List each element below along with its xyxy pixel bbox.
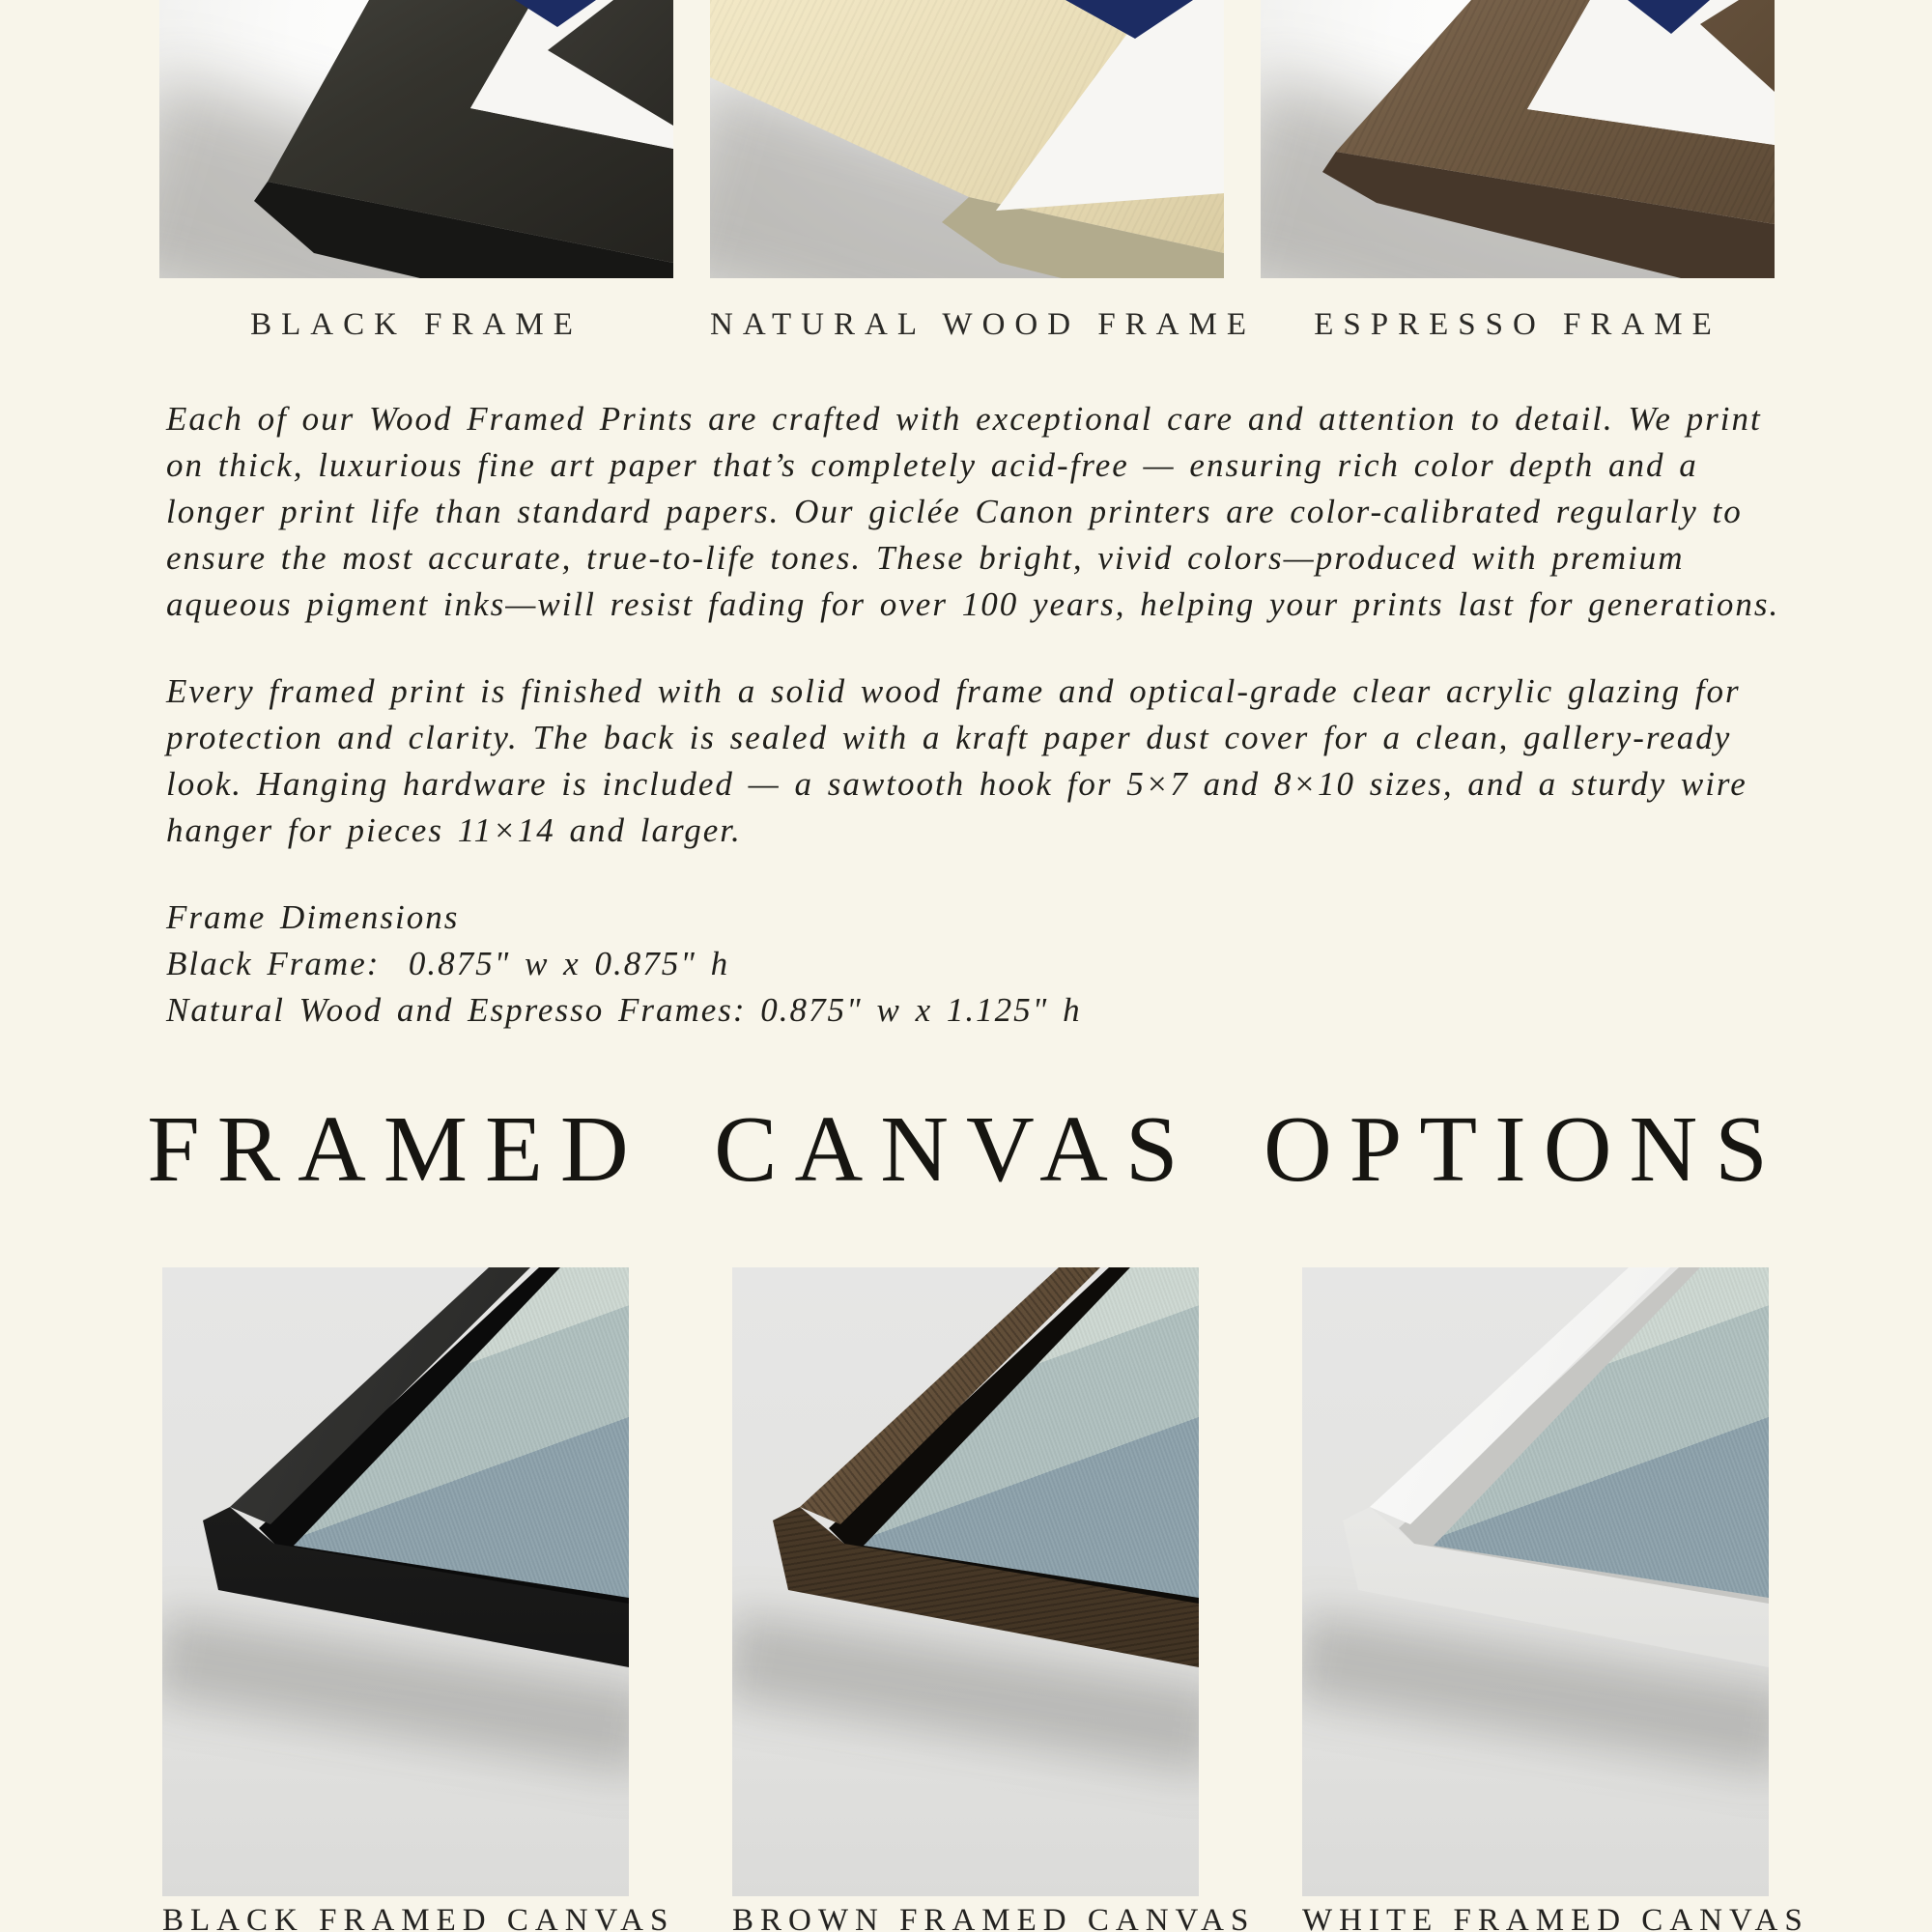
natural-wood-frame-photo <box>710 0 1224 278</box>
frame-dimensions-block <box>166 895 1781 1034</box>
natural-espresso-frame-dimensions: Natural Wood and Espresso Frames: 0.875" w x 1.125" h <box>166 991 1082 1029</box>
description-paragraph-2: Every framed print is finished with a solid wood frame and optical-grade clear acrylic glazing for protection and clarity. The back is sealed with a kraft paper dust cover for a clean, gallery-ready look. Hanging hardware is included — a sawtooth hook for 5×7 and 8×10 sizes, and a sturdy wire hanger for pieces 11×14 and larger. <box>166 672 1747 849</box>
brown-framed-canvas-label: BROWN FRAMED CANVAS <box>732 1903 1256 1932</box>
black-frame-dimensions: Black Frame: 0.875" w x 0.875" h <box>166 945 730 982</box>
black-frame-label: BLACK FRAME <box>250 307 582 342</box>
product-description <box>166 396 1781 1034</box>
black-framed-canvas-photo <box>162 1267 629 1896</box>
framed-canvas-options-heading: FRAMED CANVAS OPTIONS <box>147 1097 1785 1202</box>
black-framed-canvas-label: BLACK FRAMED CANVAS <box>162 1903 675 1932</box>
white-framed-canvas-label: WHITE FRAMED CANVAS <box>1302 1903 1809 1932</box>
espresso-frame-label: ESPRESSO FRAME <box>1314 307 1721 342</box>
brown-framed-canvas-photo <box>732 1267 1199 1896</box>
frame-dimensions-heading: Frame Dimensions <box>166 898 460 936</box>
description-paragraph-1: Each of our Wood Framed Prints are crafted with exceptional care and attention to detail. We print on thick, luxurious fine art paper that’s completely acid-free — ensuring rich color depth and a longer print life than standard papers. Our giclée Canon printers are color-calibrated regularly to ensure the most accurate, true-to-life tones. These bright, vivid colors—produced with premium aqueous pigment inks—will resist fading for over 100 years, helping your prints last for generations. <box>166 400 1780 623</box>
white-framed-canvas-photo <box>1302 1267 1769 1896</box>
espresso-frame-photo <box>1261 0 1775 278</box>
black-frame-photo <box>159 0 673 278</box>
natural-wood-frame-label: NATURAL WOOD FRAME <box>710 307 1257 342</box>
